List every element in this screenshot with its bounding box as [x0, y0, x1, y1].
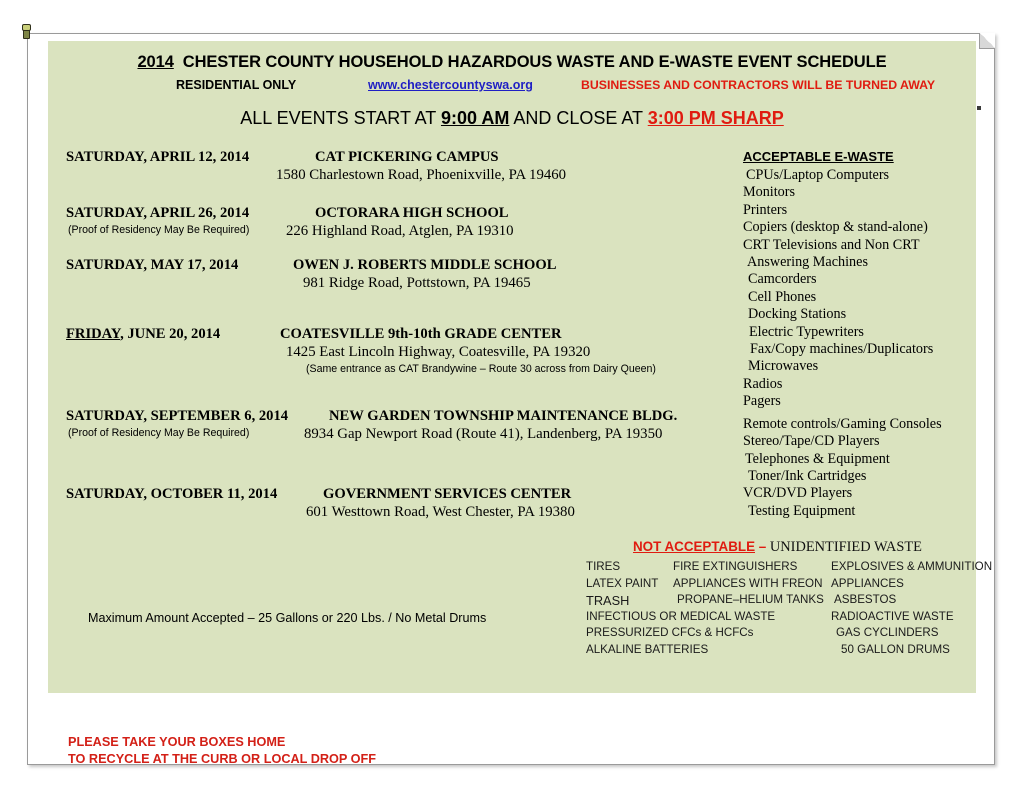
event-address: 1580 Charlestown Road, Phoenixville, PA 19460: [276, 167, 567, 183]
not-acceptable-item: INFECTIOUS OR MEDICAL WASTE: [586, 609, 776, 623]
hours-open-time: 9:00 AM: [440, 108, 510, 128]
selection-handle[interactable]: [22, 24, 31, 40]
panel-marker-right: [977, 106, 981, 110]
hours-prefix: ALL EVENTS START AT: [240, 108, 441, 128]
not-acceptable-item: ALKALINE BATTERIES: [586, 642, 709, 656]
event-date: [66, 326, 220, 343]
not-acceptable-item: TIRES: [586, 560, 621, 573]
unidentified-waste-label: UNIDENTIFIED WASTE: [769, 539, 922, 555]
ewaste-item: VCR/DVD Players: [743, 485, 853, 502]
not-acceptable-dash: –: [755, 539, 770, 554]
ewaste-item: Fax/Copy machines/Duplicators: [750, 341, 934, 358]
event-address: 8934 Gap Newport Road (Route 41), Landenberg, PA 19350: [304, 426, 663, 442]
businesses-warning-label: BUSINESSES AND CONTRACTORS WILL BE TURNED AWAY: [581, 78, 936, 92]
ewaste-item: Monitors: [743, 184, 796, 201]
event-date: SATURDAY, MAY 17, 2014: [66, 257, 239, 273]
ewaste-item: Docking Stations: [748, 306, 847, 323]
event-hours-line: [48, 108, 976, 129]
not-acceptable-item: FIRE EXTINGUISHERS: [673, 560, 798, 573]
not-acceptable-item: RADIOACTIVE WASTE: [831, 609, 954, 623]
ewaste-item: Copiers (desktop & stand-alone): [743, 219, 928, 236]
not-acceptable-item: LATEX PAINT: [586, 576, 659, 590]
not-acceptable-item: TRASH: [586, 593, 630, 609]
not-acceptable-item: GAS CYCLINDERS: [836, 626, 939, 640]
footer-line-2: TO RECYCLE AT THE CURB OR LOCAL DROP OFF: [68, 752, 377, 766]
event-date: SATURDAY, APRIL 26, 2014: [66, 205, 250, 221]
event-date: SATURDAY, SEPTEMBER 6, 2014: [66, 408, 289, 424]
schedule-panel: [48, 41, 993, 693]
not-acceptable-item: PRESSURIZED CFCs & HCFCs: [586, 626, 754, 640]
not-acceptable-row: [581, 577, 976, 594]
ewaste-item: Microwaves: [748, 358, 819, 375]
residential-only-label: RESIDENTIAL ONLY: [176, 78, 297, 92]
footer-line-1: PLEASE TAKE YOUR BOXES HOME: [68, 735, 286, 749]
not-acceptable-item: APPLIANCES WITH FREON: [673, 576, 823, 590]
not-acceptable-row: [581, 560, 993, 577]
max-amount-note: Maximum Amount Accepted – 25 Gallons or 220 Lbs. / No Metal Drums: [88, 611, 487, 625]
not-acceptable-item: 50 GALLON DRUMS: [841, 642, 950, 656]
footer-note: [68, 734, 376, 768]
not-acceptable-item: APPLIANCES: [831, 576, 904, 590]
ewaste-item: Printers: [743, 201, 788, 218]
ewaste-item: Camcorders: [748, 271, 817, 288]
ewaste-item: CPUs/Laptop Computers: [746, 167, 890, 183]
event-venue: GOVERNMENT SERVICES CENTER: [323, 486, 572, 502]
ewaste-item: Testing Equipment: [748, 502, 856, 519]
subheader-row: [48, 78, 976, 96]
not-acceptable-item: PROPANE–HELIUM TANKS: [677, 593, 824, 607]
event-date: SATURDAY, APRIL 12, 2014: [66, 149, 250, 165]
event-venue: COATESVILLE 9th-10th GRADE CENTER: [280, 326, 562, 342]
ewaste-item: Radios: [743, 375, 783, 392]
document-page: [27, 33, 995, 765]
event-date: SATURDAY, OCTOBER 11, 2014: [66, 486, 278, 502]
website-link[interactable]: www.chestercountyswa.org: [368, 78, 533, 92]
ewaste-item: Answering Machines: [747, 254, 868, 271]
ewaste-item: Pagers: [743, 393, 781, 410]
event-address: 601 Westtown Road, West Chester, PA 19380: [306, 504, 575, 520]
not-acceptable-item: EXPLOSIVES & AMMUNITION: [831, 560, 993, 573]
ewaste-item: Electric Typewriters: [749, 323, 864, 340]
not-acceptable-label: NOT ACCEPTABLE: [633, 539, 755, 554]
not-acceptable-item: ASBESTOS: [834, 593, 897, 607]
ewaste-item: Cell Phones: [748, 288, 817, 305]
acceptable-ewaste-section: [743, 149, 978, 520]
not-acceptable-heading: [581, 539, 976, 556]
title-text: CHESTER COUNTY HOUSEHOLD HAZARDOUS WASTE AND E-WASTE EVENT SCHEDULE: [182, 53, 887, 71]
not-acceptable-section: [581, 539, 993, 660]
event-venue: NEW GARDEN TOWNSHIP MAINTENANCE BLDG.: [329, 408, 678, 424]
ewaste-item: Remote controls/Gaming Consoles: [743, 415, 942, 432]
event-date-rest: , JUNE 20, 2014: [120, 326, 221, 342]
page-title: [48, 53, 976, 72]
selection-handle-body: [23, 30, 30, 39]
event-entrance-note: (Same entrance as CAT Brandywine – Route 30 across from Dairy Queen): [306, 363, 656, 375]
ewaste-item: CRT Televisions and Non CRT: [743, 236, 920, 253]
ewaste-item: Toner/Ink Cartridges: [748, 467, 867, 484]
hours-close-time: 3:00 PM SHARP: [647, 108, 784, 128]
ewaste-item: Stereo/Tape/CD Players: [743, 433, 880, 450]
event-address: 226 Highland Road, Atglen, PA 19310: [286, 223, 514, 239]
event-day-underlined: FRIDAY: [66, 326, 121, 342]
event-proof-note: (Proof of Residency May Be Required): [68, 224, 250, 236]
event-proof-note: (Proof of Residency May Be Required): [68, 427, 250, 439]
event-address: 981 Ridge Road, Pottstown, PA 19465: [303, 275, 531, 291]
acceptable-ewaste-heading: ACCEPTABLE E-WASTE: [743, 149, 894, 164]
ewaste-item: Telephones & Equipment: [745, 450, 890, 467]
page-corner-fold-icon: [979, 33, 995, 49]
event-venue: CAT PICKERING CAMPUS: [315, 149, 499, 165]
event-venue: OCTORARA HIGH SCHOOL: [315, 205, 509, 221]
not-acceptable-row: [581, 610, 976, 627]
title-year: 2014: [137, 53, 174, 71]
event-venue: OWEN J. ROBERTS MIDDLE SCHOOL: [293, 257, 557, 273]
hours-middle: AND CLOSE AT: [509, 108, 648, 128]
not-acceptable-row: [581, 626, 976, 643]
not-acceptable-row: [581, 643, 976, 660]
not-acceptable-row: [581, 593, 976, 610]
event-address: 1425 East Lincoln Highway, Coatesville, PA 19320: [286, 344, 591, 360]
